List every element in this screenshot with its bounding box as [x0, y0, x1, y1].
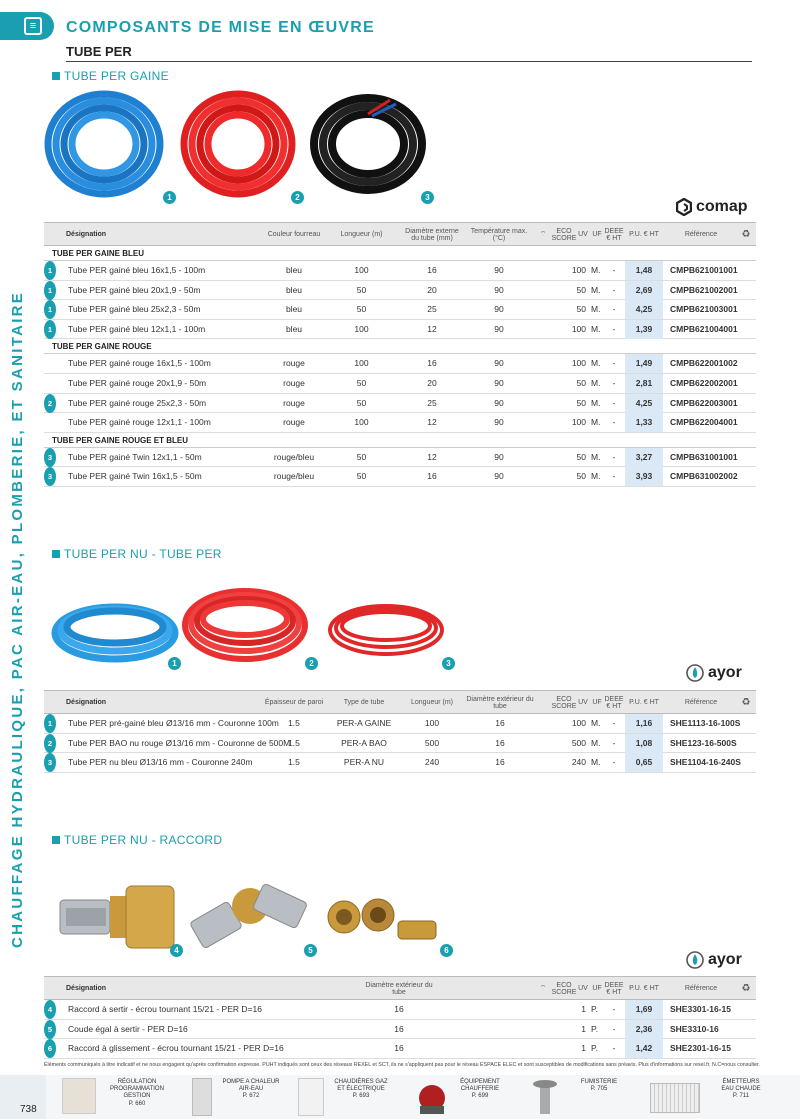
type-cell: PER-A NU	[343, 757, 385, 768]
table-tube-per-gaine	[44, 222, 756, 487]
uf-cell: M.	[591, 323, 601, 334]
couleur-cell: rouge/bleu	[273, 451, 315, 462]
reference-cell: CMPB622001002	[670, 358, 738, 369]
section-title-tube-per-nu: TUBE PER NU - TUBE PER	[52, 547, 222, 561]
page-number: 738	[20, 1104, 37, 1115]
temperature-cell: 90	[494, 304, 504, 315]
uv-cell: 100	[571, 417, 586, 428]
image-badge-1: 1	[163, 191, 176, 204]
temperature-cell: 90	[494, 265, 504, 275]
type-cell: PER-A GAINE	[336, 718, 392, 728]
image-badge-2: 2	[305, 657, 318, 670]
longueur-cell: 50	[356, 284, 367, 295]
uf-cell: P.	[591, 1043, 598, 1054]
uf-cell: P.	[591, 1023, 598, 1034]
temperature-cell: 90	[494, 471, 504, 482]
comap-logo-icon	[676, 198, 692, 216]
longueur-cell: 100	[354, 265, 369, 275]
couleur-cell: rouge/bleu	[273, 471, 315, 482]
item-number-badge: 2	[44, 394, 56, 413]
ayor-logo-icon	[686, 951, 704, 969]
image-badge-3: 3	[421, 191, 434, 204]
col-temperature: Température max. (°C)	[470, 227, 528, 242]
uf-cell: M.	[591, 397, 601, 408]
uf-cell: M.	[591, 284, 601, 295]
col-deee: DEEE € HT	[604, 981, 624, 996]
col-deee: DEEE € HT	[604, 695, 624, 710]
price-cell: 2,69	[625, 281, 663, 300]
table-row	[44, 467, 756, 487]
image-badge-4: 4	[170, 944, 183, 957]
footer-navigation	[46, 1075, 800, 1119]
image-badge-3: 3	[442, 657, 455, 670]
table-row	[44, 734, 756, 754]
recycle-icon: ♻	[741, 696, 751, 708]
uf-cell: M.	[591, 737, 601, 748]
flue-pipe-thumbnail	[530, 1078, 560, 1116]
table-tube-per-nu	[44, 690, 756, 773]
deee-cell: -	[612, 358, 616, 369]
col-pu: P.U. € HT	[629, 231, 659, 239]
table-row	[44, 394, 756, 414]
temperature-cell: 90	[494, 397, 504, 408]
image-badge-1: 1	[168, 657, 181, 670]
reference-cell: SHE2301-16-15	[670, 1043, 731, 1054]
temperature-cell: 90	[494, 451, 504, 462]
deee-cell: -	[612, 757, 616, 768]
uv-cell: 500	[571, 737, 586, 748]
designation-cell: Tube PER pré-gainé bleu Ø13/16 mm - Couronne 100m	[68, 718, 279, 728]
epaisseur-cell: 1.5	[288, 737, 300, 748]
footer-link-emetteurs[interactable]: ÉMETTEURS EAU CHAUDE P. 711	[721, 1079, 761, 1100]
type-cell: PER-A BAO	[341, 737, 387, 748]
footer-link-chaudieres[interactable]: CHAUDIÈRES GAZ ET ÉLECTRIQUE P. 693	[334, 1079, 388, 1100]
group-header: TUBE PER GAINE ROUGE	[44, 339, 756, 354]
black-twin-tube-coil-image	[310, 92, 428, 196]
col-uv: UV	[578, 699, 588, 707]
red-bao-tube-coil-image	[180, 585, 310, 667]
recycle-icon: ♻	[741, 228, 751, 240]
image-badge-5: 5	[304, 944, 317, 957]
col-diametre: Diamètre extérieur du tube	[365, 981, 433, 996]
radiator-thumbnail	[650, 1083, 700, 1113]
item-number-badge: 1	[44, 300, 56, 319]
elbow-fitting-image	[190, 880, 310, 950]
price-cell: 1,16	[625, 714, 663, 733]
uf-cell: M.	[591, 417, 601, 428]
page-title: COMPOSANTS DE MISE EN ŒUVRE	[66, 19, 375, 36]
longueur-cell: 100	[424, 718, 440, 728]
ayor-logo-text: ayor	[708, 664, 742, 681]
couleur-cell: rouge	[283, 397, 305, 408]
uv-cell: 1	[581, 1043, 586, 1054]
uv-cell: 50	[576, 397, 586, 408]
diametre-cell: 16	[394, 1023, 404, 1034]
temperature-cell: 90	[494, 284, 504, 295]
price-cell: 1,48	[625, 261, 663, 280]
col-couleur: Couleur fourreau	[267, 231, 321, 239]
item-number-badge: 1	[44, 714, 56, 733]
image-badge-2: 2	[291, 191, 304, 204]
uf-cell: M.	[591, 471, 601, 482]
longueur-cell: 50	[356, 377, 367, 388]
uf-cell: P.	[591, 1004, 598, 1014]
deee-cell: -	[612, 471, 616, 482]
diametre-cell: 12	[427, 323, 437, 334]
uf-cell: M.	[591, 451, 601, 462]
price-cell: 4,25	[625, 394, 663, 413]
deee-cell: -	[612, 718, 616, 728]
red-sheathed-tube-coil-image	[180, 88, 298, 200]
reference-cell: CMPB621003001	[670, 304, 738, 315]
col-longueur: Longueur (m)	[340, 231, 383, 239]
couleur-cell: rouge	[283, 377, 305, 388]
col-reference: Référence	[684, 231, 718, 239]
footer-link-fumisterie[interactable]: FUMISTERIE P. 705	[580, 1079, 618, 1093]
uf-cell: M.	[591, 718, 601, 728]
price-cell: 1,39	[625, 320, 663, 339]
diametre-cell: 16	[495, 757, 505, 768]
price-cell: 1,49	[625, 354, 663, 373]
col-epaisseur: Épaisseur de paroi	[264, 699, 324, 707]
reference-cell: SHE3310-16	[670, 1023, 719, 1034]
item-number-badge: 2	[44, 734, 56, 753]
table-row	[44, 320, 756, 340]
item-number-badge: 3	[44, 448, 56, 467]
col-eco-score: ECO SCORE	[551, 981, 577, 996]
diametre-cell: 16	[427, 265, 437, 275]
table-row	[44, 354, 756, 374]
deee-cell: -	[612, 1023, 616, 1034]
table-row	[44, 413, 756, 433]
deee-cell: -	[612, 284, 616, 295]
reference-cell: CMPB622003001	[670, 397, 738, 408]
epaisseur-cell: 1.5	[288, 757, 300, 768]
diametre-cell: 16	[394, 1004, 404, 1014]
col-pu: P.U. € HT	[629, 985, 659, 993]
blue-pre-sheathed-tube-coil-image	[50, 600, 180, 666]
deee-cell: -	[612, 737, 616, 748]
uf-cell: M.	[591, 358, 601, 369]
col-uf: UF	[592, 985, 602, 993]
reference-cell: CMPB621002001	[670, 284, 738, 295]
temperature-cell: 90	[494, 358, 504, 369]
longueur-cell: 50	[356, 451, 367, 462]
couleur-cell: bleu	[285, 323, 303, 334]
deee-cell: -	[612, 377, 616, 388]
deee-cell: -	[612, 265, 616, 275]
deee-cell: -	[612, 451, 616, 462]
uv-cell: 50	[576, 377, 586, 388]
designation-cell: Tube PER gainé Twin 16x1,5 - 50m	[68, 471, 202, 482]
chapter-side-title: CHAUFFAGE HYDRAULIQUE, PAC AIR-EAU, PLOMBERIE, ET SANITAIRE	[9, 290, 26, 948]
item-number-badge: 1	[44, 261, 56, 280]
designation-cell: Tube PER gainé rouge 12x1,1 - 100m	[68, 417, 211, 428]
item-number-badge: 1	[44, 281, 56, 300]
item-number-badge: 5	[44, 1020, 56, 1039]
temperature-cell: 90	[494, 377, 504, 388]
couleur-cell: bleu	[285, 265, 303, 275]
deee-cell: -	[612, 1043, 616, 1054]
col-eco-score: ECO SCORE	[551, 227, 577, 242]
col-eco-score: ECO SCORE	[551, 695, 577, 710]
recycle-icon: ♻	[741, 982, 751, 994]
designation-cell: Tube PER gainé bleu 20x1,9 - 50m	[68, 284, 201, 295]
uv-cell: 100	[571, 323, 586, 334]
designation-cell: Tube PER gainé Twin 12x1,1 - 50m	[68, 451, 202, 462]
reference-cell: CMPB631001001	[670, 451, 738, 462]
reference-cell: CMPB621001001	[670, 265, 738, 275]
longueur-cell: 50	[356, 397, 367, 408]
col-designation: Désignation	[66, 231, 107, 239]
diametre-cell: 16	[495, 737, 505, 748]
reference-cell: CMPB622004001	[670, 417, 738, 428]
radiator-icon: ≡	[24, 17, 42, 35]
deee-cell: -	[612, 323, 616, 334]
uv-cell: 1	[581, 1004, 586, 1014]
longueur-cell: 100	[354, 358, 369, 369]
col-uv: UV	[578, 231, 588, 239]
diametre-cell: 20	[427, 377, 437, 388]
table-row	[44, 300, 756, 320]
table-header	[44, 222, 756, 246]
ayor-logo	[686, 664, 742, 682]
couleur-cell: bleu	[285, 304, 303, 315]
diametre-cell: 20	[427, 284, 437, 295]
uv-cell: 50	[576, 471, 586, 482]
item-number-badge: 3	[44, 753, 56, 772]
section-title-tube-per-gaine: TUBE PER GAINE	[52, 69, 169, 83]
col-uf: UF	[592, 699, 602, 707]
table-row	[44, 1000, 756, 1020]
deee-cell: -	[612, 1004, 616, 1014]
reference-cell: SHE1113-16-100S	[670, 718, 741, 728]
table-row	[44, 753, 756, 773]
diametre-cell: 16	[495, 718, 505, 728]
legal-disclaimer: Éléments communiqués à titre indicatif et ne nous engagent qu'après confirmation expresse. PUHT indiqués sont ceux des réseaux REXEL et SCT, ils ne s'appliquent pas pour le réseau ESPACE ELEC et sont susceptibles de modifications sans préavis. Plus d'informations sur rexel.fr. N.C=nous consulter.	[44, 1062, 760, 1068]
diametre-cell: 25	[427, 397, 437, 408]
deee-cell: -	[612, 417, 616, 428]
footer-link-equipement[interactable]: ÉQUIPEMENT CHAUFFERIE P. 699	[460, 1079, 500, 1100]
uf-cell: M.	[591, 304, 601, 315]
table-row	[44, 448, 756, 468]
designation-cell: Tube PER gainé bleu 25x2,3 - 50m	[68, 304, 201, 315]
item-number-badge: 1	[44, 320, 56, 339]
image-badge-6: 6	[440, 944, 453, 957]
designation-cell: Coude égal à sertir - PER D=16	[68, 1023, 188, 1034]
group-header: TUBE PER GAINE BLEU	[44, 246, 756, 261]
eco-wifi-icon: ⌔	[539, 231, 547, 239]
price-cell: 3,27	[625, 448, 663, 467]
uv-cell: 50	[576, 284, 586, 295]
longueur-cell: 240	[424, 757, 440, 768]
table-header	[44, 690, 756, 714]
uv-cell: 50	[576, 304, 586, 315]
table-raccord	[44, 976, 756, 1059]
reference-cell: CMPB622002001	[670, 377, 738, 388]
designation-cell: Tube PER gainé bleu 16x1,5 - 100m	[68, 265, 206, 275]
uv-cell: 100	[571, 358, 586, 369]
designation-cell: Tube PER BAO nu rouge Ø13/16 mm - Couronne de 500M	[68, 737, 291, 748]
longueur-cell: 500	[424, 737, 440, 748]
uv-cell: 100	[571, 718, 586, 728]
col-longueur: Longueur (m)	[410, 699, 454, 707]
couleur-cell: rouge	[283, 417, 305, 428]
table-header	[44, 976, 756, 1000]
designation-cell: Tube PER gainé rouge 20x1,9 - 50m	[68, 377, 207, 388]
blue-sheathed-tube-coil-image	[42, 88, 170, 200]
col-diametre: Diamètre extérieur du tube	[466, 695, 534, 710]
longueur-cell: 100	[354, 417, 369, 428]
price-cell: 3,93	[625, 467, 663, 486]
col-pu: P.U. € HT	[629, 699, 659, 707]
price-cell: 4,25	[625, 300, 663, 319]
uv-cell: 240	[571, 757, 586, 768]
longueur-cell: 50	[356, 471, 367, 482]
couleur-cell: rouge	[283, 358, 305, 369]
uv-cell: 100	[571, 265, 586, 275]
designation-cell: Tube PER gainé rouge 25x2,3 - 50m	[68, 397, 207, 408]
col-type: Type de tube	[343, 699, 385, 707]
price-cell: 1,69	[625, 1000, 663, 1019]
price-cell: 1,42	[625, 1039, 663, 1058]
page-subtitle: TUBE PER	[66, 44, 132, 59]
comap-logo-text: comap	[696, 198, 748, 215]
longueur-cell: 100	[354, 323, 369, 334]
section-title-raccord: TUBE PER NU - RACCORD	[52, 833, 222, 847]
price-cell: 1,33	[625, 413, 663, 432]
heat-pump-thumbnail	[192, 1078, 212, 1116]
diametre-cell: 16	[394, 1043, 404, 1054]
col-reference: Référence	[684, 699, 718, 707]
table-row	[44, 374, 756, 394]
ayor-logo	[686, 951, 742, 969]
price-cell: 2,36	[625, 1020, 663, 1039]
table-row	[44, 714, 756, 734]
reference-cell: CMPB621004001	[670, 323, 738, 334]
price-cell: 0,65	[625, 753, 663, 772]
diametre-cell: 12	[427, 417, 437, 428]
col-designation: Désignation	[66, 699, 107, 707]
deee-cell: -	[612, 397, 616, 408]
reference-cell: SHE123-16-500S	[670, 737, 737, 748]
crimp-fitting-image	[58, 880, 178, 952]
diametre-cell: 16	[427, 358, 437, 369]
uv-cell: 50	[576, 451, 586, 462]
bare-tube-coil-image	[326, 600, 446, 662]
temperature-cell: 90	[494, 323, 504, 334]
reference-cell: CMPB631002002	[670, 471, 738, 482]
group-header: TUBE PER GAINE ROUGE ET BLEU	[44, 433, 756, 448]
col-uv: UV	[578, 985, 588, 993]
diametre-cell: 12	[427, 451, 437, 462]
comap-logo	[676, 198, 748, 216]
circulator-pump-thumbnail	[414, 1078, 448, 1116]
couleur-cell: bleu	[285, 284, 303, 295]
footer-link-pompe-chaleur[interactable]: POMPE A CHALEUR AIR-EAU P. 672	[222, 1079, 280, 1100]
boiler-thumbnail	[298, 1078, 324, 1116]
reference-cell: SHE3301-16-15	[670, 1004, 731, 1014]
thermostat-thumbnail	[62, 1078, 96, 1114]
ayor-logo-text: ayor	[708, 951, 742, 968]
designation-cell: Raccord à sertir - écrou tournant 15/21 - PER D=16	[68, 1004, 262, 1014]
table-row	[44, 1020, 756, 1040]
reference-cell: SHE1104-16-240S	[670, 757, 741, 768]
col-diametre: Diamètre externe du tube (mm)	[405, 227, 459, 242]
uv-cell: 1	[581, 1023, 586, 1034]
designation-cell: Tube PER gainé bleu 12x1,1 - 100m	[68, 323, 206, 334]
table-row	[44, 261, 756, 281]
designation-cell: Tube PER gainé rouge 16x1,5 - 100m	[68, 358, 211, 369]
designation-cell: Tube PER nu bleu Ø13/16 mm - Couronne 240m	[68, 757, 253, 768]
price-cell: 2,81	[625, 374, 663, 393]
footer-link-regulation[interactable]: RÉGULATION PROGRAMMATION GESTION P. 660	[110, 1079, 164, 1107]
col-reference: Référence	[684, 985, 718, 993]
uf-cell: M.	[591, 757, 601, 768]
designation-cell: Raccord à glissement - écrou tournant 15/21 - PER D=16	[68, 1043, 284, 1054]
table-row	[44, 1039, 756, 1059]
col-designation: Désignation	[66, 985, 107, 993]
longueur-cell: 50	[356, 304, 367, 315]
diametre-cell: 25	[427, 304, 437, 315]
uf-cell: M.	[591, 377, 601, 388]
col-uf: UF	[592, 231, 602, 239]
epaisseur-cell: 1.5	[288, 718, 300, 728]
diametre-cell: 16	[427, 471, 437, 482]
price-cell: 1,08	[625, 734, 663, 753]
col-deee: DEEE € HT	[604, 227, 624, 242]
item-number-badge: 4	[44, 1000, 56, 1019]
eco-wifi-icon: ⌔	[539, 985, 547, 993]
title-divider	[66, 61, 752, 62]
item-number-badge: 6	[44, 1039, 56, 1058]
temperature-cell: 90	[494, 417, 504, 428]
ayor-logo-icon	[686, 664, 704, 682]
sliding-fitting-image	[326, 895, 442, 947]
item-number-badge: 3	[44, 467, 56, 486]
table-row	[44, 281, 756, 301]
uf-cell: M.	[591, 265, 601, 275]
deee-cell: -	[612, 304, 616, 315]
